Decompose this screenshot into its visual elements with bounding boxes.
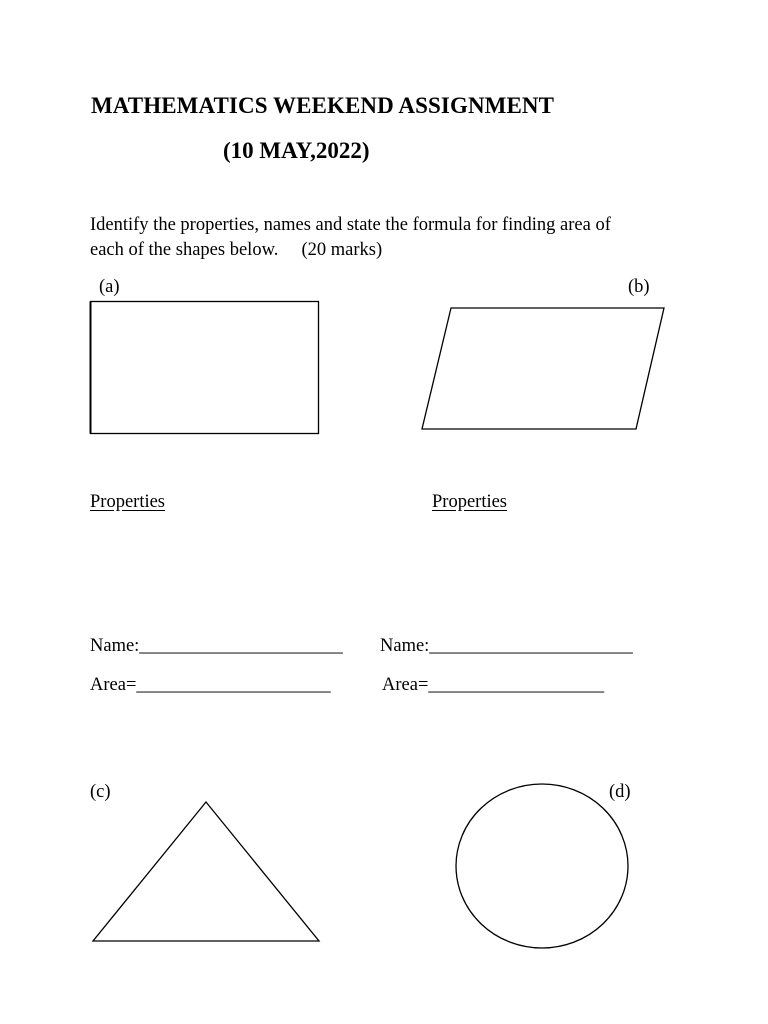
circle-shape [454, 782, 632, 952]
shape-b-properties-heading: Properties [432, 492, 508, 512]
instructions [90, 213, 611, 263]
shape-a-name-line: Name:______________________ [90, 636, 343, 656]
rectangle-shape [89, 300, 321, 436]
parallelogram-shape [418, 305, 668, 433]
assignment-date: (10 MAY,2022) [223, 138, 370, 163]
shape-b-name-line: Name:______________________ [380, 636, 633, 656]
shape-d-label: (d) [609, 782, 631, 802]
instructions-line-2: each of the shapes below. (20 marks) [90, 240, 383, 260]
triangle-shape [90, 799, 322, 945]
shape-a-properties-heading: Properties [90, 492, 166, 512]
shape-a-label: (a) [99, 277, 120, 297]
shape-b-area-line: Area=___________________ [382, 675, 605, 695]
shape-c-label: (c) [90, 782, 111, 802]
document-title: MATHEMATICS WEEKEND ASSIGNMENT [91, 93, 555, 118]
instructions-line-1: Identify the properties, names and state the formula for finding area of [90, 215, 611, 235]
shape-b-label: (b) [628, 277, 650, 297]
shape-a-area-line: Area=_____________________ [90, 675, 331, 695]
